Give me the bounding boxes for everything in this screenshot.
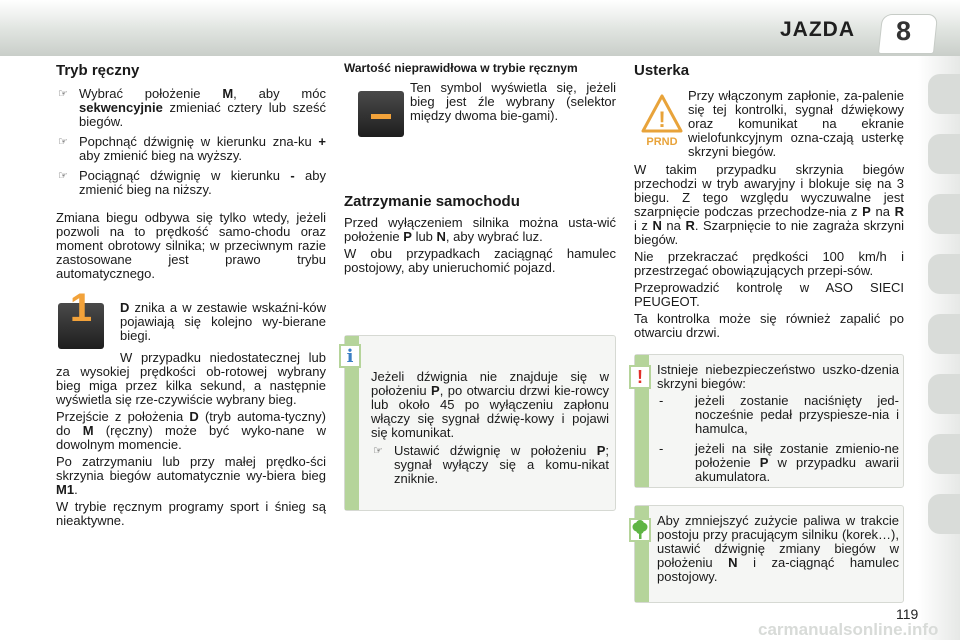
list-item (657, 394, 899, 436)
gear-letter: M1 (56, 482, 75, 497)
chapter-tab[interactable] (928, 194, 960, 234)
text: Pociągnąć dźwignię w kierunku (79, 168, 291, 183)
text: Wybrać położenie (79, 86, 223, 101)
dash-symbol (371, 114, 391, 119)
text: Ustawić dźwignię w położeniu (394, 443, 597, 458)
text: aby zmienić bieg na niższy. (79, 168, 326, 197)
info-glyph: i (346, 345, 354, 367)
bullet-gear-up (56, 135, 326, 163)
text: . Szarpnięcie to nie zagraża skrzyni biegów. (634, 218, 904, 247)
bold-term: sekwencyjnie (79, 100, 163, 115)
text: w przypadku awarii akumulatora. (695, 455, 899, 484)
text: (tryb automa-tyczny) do (56, 409, 326, 438)
hand-pointer-icon: ☞ (58, 88, 68, 100)
info-box-content (371, 370, 609, 492)
text: znika a w zestawie wskaźni-ków pojawiają się kolejno wy-bierane biegi. (120, 300, 326, 343)
paragraph-stop-m1 (56, 455, 326, 497)
eco-box-content (657, 514, 899, 587)
bullet-gear-down (56, 169, 326, 197)
text: Po zatrzymaniu lub przy małej prędko-ści skrzynia biegów automatycznie wy-biera bieg (56, 454, 326, 483)
gear-letter: M (82, 423, 94, 438)
hand-pointer-icon: ☞ (58, 136, 68, 148)
dash-marker: - (659, 441, 664, 456)
middle-column (344, 62, 616, 278)
gear-letter: N (436, 229, 446, 244)
dash-marker: - (659, 393, 664, 408)
text: , aby móc (233, 86, 326, 101)
gear-display-block (56, 286, 326, 351)
text: ; sygnał wyłączy się a komu-nikat zniknie. (394, 443, 609, 486)
gear-letter: P (431, 383, 440, 398)
warning-triangle-icon (640, 93, 684, 149)
invalid-gear-block (344, 81, 616, 147)
chapter-tab[interactable] (928, 254, 960, 294)
list-item (657, 442, 899, 484)
paragraph-programs-inactive: W trybie ręcznym programy sport i śnieg są nieaktywne. (56, 499, 326, 528)
text: na (870, 204, 895, 219)
gear-display-icon (58, 286, 104, 349)
info-box (344, 335, 616, 511)
chapter-tab[interactable] (928, 314, 960, 354)
eco-box (634, 505, 904, 603)
text: i za-ciągnąć hamulec postojowy. (657, 555, 899, 584)
fault-warning-block (634, 89, 904, 159)
chapter-tab[interactable] (928, 134, 960, 174)
warning-box-content (657, 363, 899, 490)
text: , aby wybrać luz. (445, 229, 543, 244)
section-title-manual-mode: Tryb ręczny (56, 62, 140, 79)
gear-letter: N (652, 218, 662, 233)
watermark: carmanualsonline.info (758, 620, 939, 639)
hand-pointer-icon: ☞ (58, 170, 68, 182)
text: Przejście z położenia (56, 409, 190, 424)
section-title-fault: Usterka (634, 62, 690, 79)
invalid-gear-icon (358, 91, 404, 137)
paragraph-parking-brake: W obu przypadkach zaciągnąć hamulec postojowy, aby unieruchomić pojazd. (344, 246, 616, 275)
gear-letter: P (596, 443, 606, 458)
chapter-tab[interactable] (928, 74, 960, 114)
exclamation-icon (629, 365, 651, 389)
warning-box (634, 354, 904, 488)
bullet-select-m (56, 87, 326, 129)
gear-letter: P (759, 455, 769, 470)
text: (ręczny) może być wyko-nane w dowolnym momencie. (56, 423, 327, 452)
paragraph-eco-tip (657, 514, 899, 584)
gear-letter: D (120, 300, 130, 315)
page-number: 119 (896, 606, 919, 622)
chapter-tab[interactable] (928, 494, 960, 534)
paragraph-door-light: Ta kontrolka może się również zapalić po otwarciu drzwi. (634, 311, 904, 340)
text: Przed wyłączeniem silnika można usta-wić położenie (344, 215, 616, 244)
right-column (634, 62, 904, 343)
text: Aby zmniejszyć zużycie paliwa w trakcie postoju przy pracującym silniku (korek…), ustawić dźwignię zmiany biegów w położeniu (657, 513, 899, 570)
text: Popchnąć dźwignię w kierunku zna-ku (79, 134, 319, 149)
text: , po otwarciu drzwi kie-rowcy lub około 45 po wyłączeniu zapłonu włączy się sygnał dźwię-kowy i pojawi się komunikat. (371, 383, 609, 440)
text: Jeżeli dźwignia nie znajduje się w położeniu (371, 369, 609, 398)
paragraph-invalid-symbol: Ten symbol wyświetla się, jeżeli bieg jest źle wybrany (selektor między dwoma bie-gami). (410, 80, 616, 123)
gear-letter: N (728, 555, 738, 570)
paragraph-shift-conditions: Zmiana biegu odbywa się tylko wtedy, jeżeli pozwoli na to prędkość samo-chodu oraz moment obrotowy silnika; w przeciwnym razie zastosowane jest prawo trybu automatycznego. (56, 210, 326, 281)
paragraph-door-warning (371, 370, 609, 440)
tree-icon (629, 518, 651, 542)
chapter-tab[interactable] (928, 374, 960, 414)
chapter-tab[interactable] (928, 434, 960, 474)
paragraph-overspeed: W przypadku niedostatecznej lub za wysokiej prędkości ob-rotowej wybrany bieg miga przez kilka sekund, a następnie wyświetla się rze-czywiście wybrany bieg. (56, 350, 326, 407)
info-icon (339, 344, 361, 368)
paragraph-service-check: Przeprowadzić kontrolę w ASO SIECI PEUGEOT. (634, 280, 904, 309)
left-column (56, 62, 326, 531)
paragraph-limp-mode (634, 163, 904, 247)
chapter-number: 8 (896, 16, 912, 46)
tree-icon-shape (631, 520, 649, 540)
gear-letter: R (685, 218, 695, 233)
gear-letter: D (189, 409, 199, 424)
paragraph-fault-light: Przy włączonym zapłonie, za-palenie się tej kontrolki, sygnał dźwiękowy oraz komunikat na ekranie wielofunkcyjnym ozna-czają usterkę skrzyni biegów. (688, 88, 904, 159)
text: W takim przypadku skrzynia biegów przechodzi w tryb awaryjny i blokuje się na 3 biegu. Z tego względu wyczuwalne jest szarpnięcie podczas przechodze-nia z (634, 162, 904, 219)
gear-sign: + (318, 134, 326, 149)
warning-glyph: ! (658, 107, 666, 132)
gear-letter: M (222, 86, 234, 101)
subheading-invalid-value: Wartość nieprawidłowa w trybie ręcznym (344, 61, 578, 75)
gear-letter: P (403, 229, 412, 244)
gear-letter: P (862, 204, 871, 219)
prnd-label: PRND (646, 136, 678, 148)
text: na (661, 218, 686, 233)
text: jeżeli zostanie naciśnięty jed-nocześnie pedał przyspiesze-nia i hamulca, (695, 393, 899, 436)
text: jeżeli na siłę zostanie zmienio-ne położenie (695, 441, 899, 470)
text: zmieniać cztery lub sześć biegów. (79, 100, 326, 129)
page-title: JAZDA (780, 18, 856, 41)
gear-letter: R (894, 204, 904, 219)
text: aby zmienić bieg na wyższy. (79, 148, 243, 163)
gear-sign: - (290, 168, 295, 183)
paragraph-d-to-m (56, 410, 326, 452)
paragraph-neutral (344, 216, 616, 244)
text: . (74, 482, 78, 497)
exclamation-glyph: ! (637, 366, 643, 387)
text: lub (411, 229, 437, 244)
paragraph-speed-limit: Nie przekraczać prędkości 100 km/h i przestrzegać obowiązujących przepi-sów. (634, 249, 904, 278)
text: i z (634, 218, 653, 233)
bullet-set-p (371, 444, 609, 486)
section-title-stopping: Zatrzymanie samochodu (344, 193, 520, 210)
paragraph-d-disappears (120, 301, 326, 343)
hand-pointer-icon: ☞ (373, 445, 383, 457)
paragraph-damage-risk: Istnieje niebezpieczeństwo uszko-dzenia skrzyni biegów: (657, 362, 899, 391)
gear-display-digit: 1 (69, 286, 93, 330)
